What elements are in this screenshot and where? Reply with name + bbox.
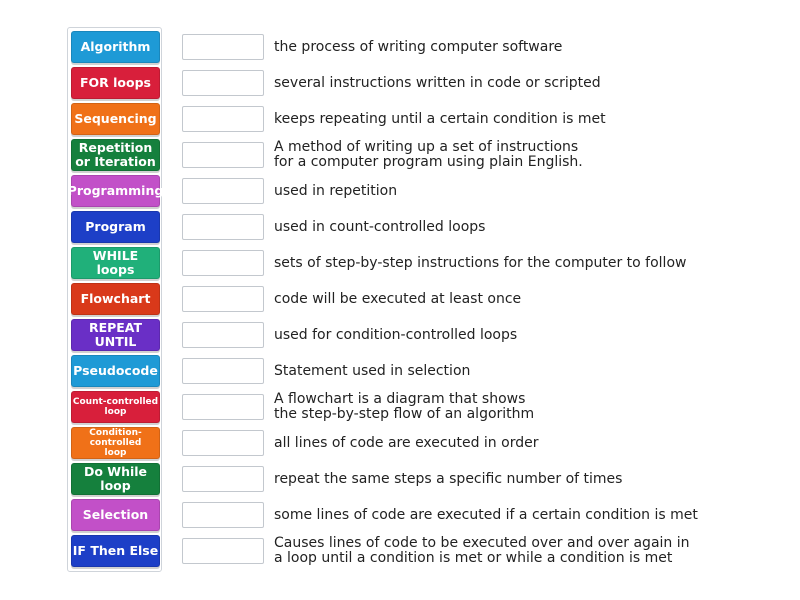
answer-drop-slot[interactable] xyxy=(182,538,264,564)
answer-drop-slot[interactable] xyxy=(182,430,264,456)
answer-drop-slot[interactable] xyxy=(182,322,264,348)
answer-drop-slot[interactable] xyxy=(182,502,264,528)
answer-drop-slot[interactable] xyxy=(182,70,264,96)
term-tile[interactable]: Programming xyxy=(71,175,160,207)
definition-text: sets of step-by-step instructions for the computer to follow xyxy=(274,254,687,271)
answer-drop-slot[interactable] xyxy=(182,214,264,240)
term-tile[interactable]: Algorithm xyxy=(71,31,160,63)
term-tile[interactable]: Condition-controlled loop xyxy=(71,427,160,459)
definition-text: used for condition-controlled loops xyxy=(274,326,518,343)
definition-text: repeat the same steps a specific number of times xyxy=(274,470,623,487)
term-tile[interactable]: Count-controlled loop xyxy=(71,391,160,423)
definition-text: A flowchart is a diagram that shows the step-by-step flow of an algorithm xyxy=(274,391,535,422)
term-tile[interactable]: Sequencing xyxy=(71,103,160,135)
definition-text: some lines of code are executed if a certain condition is met xyxy=(274,506,698,523)
term-tile[interactable]: Repetition or Iteration xyxy=(71,139,160,171)
term-tile[interactable]: Do While loop xyxy=(71,463,160,495)
term-tile[interactable]: IF Then Else xyxy=(71,535,160,567)
definition-text: used in repetition xyxy=(274,182,398,199)
answer-drop-slot[interactable] xyxy=(182,466,264,492)
answer-drop-slot[interactable] xyxy=(182,142,264,168)
term-tile[interactable]: Selection xyxy=(71,499,160,531)
answer-drop-slot[interactable] xyxy=(182,34,264,60)
definition-text: Statement used in selection xyxy=(274,362,471,379)
term-tile[interactable]: REPEAT UNTIL xyxy=(71,319,160,351)
term-tile[interactable]: WHILE loops xyxy=(71,247,160,279)
definition-text: all lines of code are executed in order xyxy=(274,434,539,451)
definition-text: the process of writing computer software xyxy=(274,38,563,55)
definition-text: A method of writing up a set of instructions for a computer program using plain English. xyxy=(274,139,583,170)
definition-text: keeps repeating until a certain condition is met xyxy=(274,110,606,127)
answer-drop-slot[interactable] xyxy=(182,286,264,312)
answer-drop-slot[interactable] xyxy=(182,250,264,276)
answer-drop-slot[interactable] xyxy=(182,178,264,204)
definition-text: code will be executed at least once xyxy=(274,290,522,307)
answer-drop-slot[interactable] xyxy=(182,358,264,384)
term-tile[interactable]: Pseudocode xyxy=(71,355,160,387)
answer-drop-slot[interactable] xyxy=(182,394,264,420)
definition-text: Causes lines of code to be executed over and over again in a loop until a condition is met or while a condition is met xyxy=(274,535,690,566)
term-tile[interactable]: Program xyxy=(71,211,160,243)
term-tile[interactable]: FOR loops xyxy=(71,67,160,99)
definition-text: used in count-controlled loops xyxy=(274,218,486,235)
term-tile[interactable]: Flowchart xyxy=(71,283,160,315)
answer-drop-slot[interactable] xyxy=(182,106,264,132)
definition-text: several instructions written in code or scripted xyxy=(274,74,601,91)
